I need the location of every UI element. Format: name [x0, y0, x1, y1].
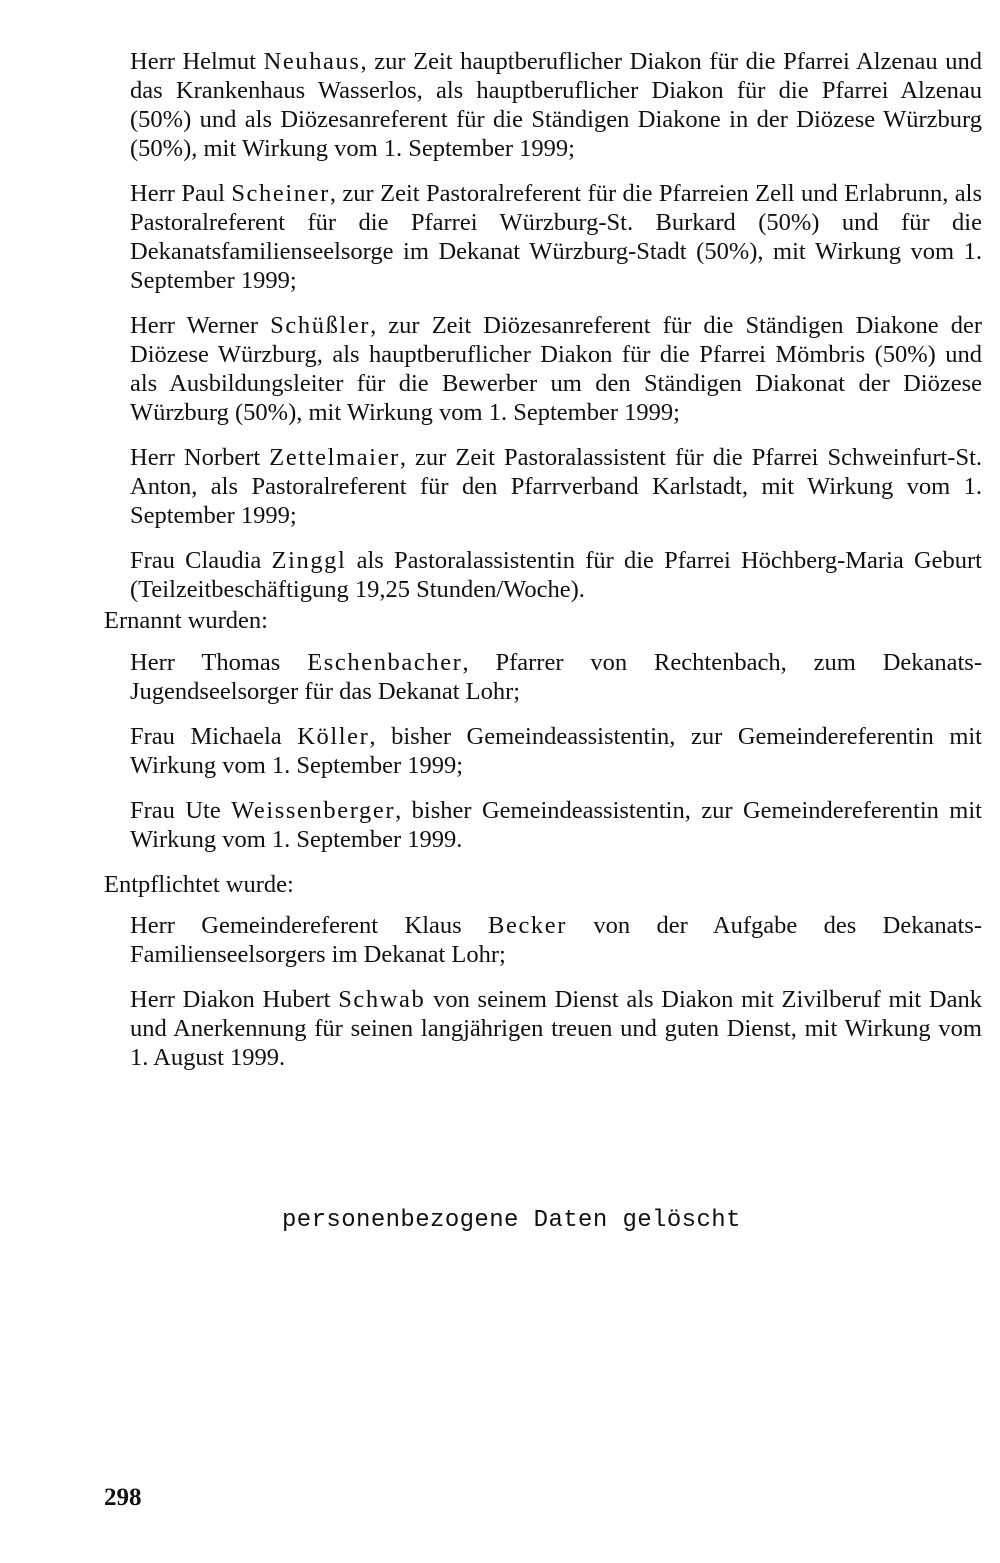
- entry-text: , bisher Gemeindeassistentin, zur Gemeindereferentin mit Wirkung vom 1. September 1999.: [130, 797, 982, 853]
- heading-entpflichtet: Entpflichtet wurde:: [104, 871, 294, 898]
- heading-ernannt: Ernannt wurden:: [104, 607, 268, 634]
- person-name: Neuhaus: [263, 48, 361, 75]
- section-3-entries: [130, 911, 982, 1088]
- entry-text: , zur Zeit Pastoralreferent für die Pfarreien Zell und Erlabrunn, als Pastoralreferent für die Pfarrei Würzburg-St. Burkard (50%) und für die Dekanatsfamilienseelsorge im Dekanat Würzburg-Stadt (50%), mit Wirkung vom 1. September 1999;: [130, 180, 982, 294]
- person-name: Weissenberger: [231, 797, 396, 824]
- person-name: Zinggl: [271, 547, 347, 574]
- person-name: Becker: [488, 912, 568, 939]
- person-name: Köller: [297, 723, 370, 750]
- entry-koeller: [130, 722, 982, 780]
- entry-scheiner: [130, 179, 982, 295]
- entry-text: , Pfarrer von Rechtenbach, zum Dekanats-Jugendseelsorger für das Dekanat Lohr;: [130, 649, 983, 705]
- person-name: Schüßler: [270, 312, 371, 339]
- entry-lead: Frau Ute: [130, 797, 232, 824]
- entry-text: von der Aufgabe des Dekanats-Familienseelsorgers im Dekanat Lohr;: [130, 912, 982, 968]
- entry-lead: Frau Michaela: [130, 723, 298, 750]
- entry-lead: Herr Helmut: [130, 48, 264, 75]
- person-name: Scheiner: [231, 180, 330, 207]
- entry-text: von seinem Dienst als Diakon mit Zivilberuf mit Dank und Anerkennung für seinen langjährigen treuen und guten Dienst, mit Wirkung vom 1. August 1999.: [130, 986, 982, 1071]
- entry-zinggl: [130, 546, 982, 604]
- entry-weissenberger: [130, 796, 982, 854]
- entry-lead: Herr Diakon Hubert: [130, 986, 339, 1013]
- entry-lead: Herr Werner: [130, 312, 271, 339]
- entry-schuessler: [130, 311, 982, 427]
- entry-lead: Herr Paul: [130, 180, 232, 207]
- section-2-entries: [130, 648, 982, 870]
- entry-becker: [130, 911, 982, 969]
- entry-schwab: [130, 985, 982, 1072]
- entry-text: , zur Zeit Pastoralassistent für die Pfarrei Schweinfurt-St. Anton, als Pastoralreferent für den Pfarrverband Karlstadt, mit Wirkung vom 1. September 1999;: [130, 444, 983, 529]
- entry-lead: Herr Norbert: [130, 444, 270, 471]
- entry-zettelmaier: [130, 443, 982, 530]
- redaction-note: personenbezogene Daten gelöscht: [282, 1207, 741, 1234]
- person-name: Eschenbacher: [307, 649, 463, 676]
- entry-lead: Frau Claudia: [130, 547, 272, 574]
- entry-text: , bisher Gemeindeassistentin, zur Gemeindereferentin mit Wirkung vom 1. September 1999;: [130, 723, 982, 779]
- entry-eschenbacher: [130, 648, 982, 706]
- section-1-entries: [130, 47, 982, 620]
- entry-text: als Pastoralassistentin für die Pfarrei Höchberg-Maria Geburt (Teilzeitbeschäftigung 19,25 Stunden/Woche).: [130, 547, 982, 603]
- person-name: Zettelmaier: [269, 444, 400, 471]
- entry-neuhaus: [130, 47, 982, 163]
- person-name: Schwab: [338, 986, 426, 1013]
- entry-lead: Herr Thomas: [130, 649, 308, 676]
- page-number: 298: [104, 1484, 142, 1511]
- entry-text: , zur Zeit hauptberuflicher Diakon für die Pfarrei Alzenau und das Krankenhaus Wasserlos, als hauptberuflicher Diakon für die Pfarrei Alzenau (50%) und als Diözesanreferent für die Ständigen Diakone in der Diözese Würzburg (50%), mit Wirkung vom 1. September 1999;: [130, 48, 982, 162]
- entry-lead: Herr Gemeindereferent Klaus: [130, 912, 489, 939]
- entry-text: , zur Zeit Diözesanreferent für die Ständigen Diakone der Diözese Würzburg, als hauptberuflicher Diakon für die Pfarrei Mömbris (50%) und als Ausbildungsleiter für die Bewerber um den Ständigen Diakonat der Diözese Würzburg (50%), mit Wirkung vom 1. September 1999;: [130, 312, 982, 426]
